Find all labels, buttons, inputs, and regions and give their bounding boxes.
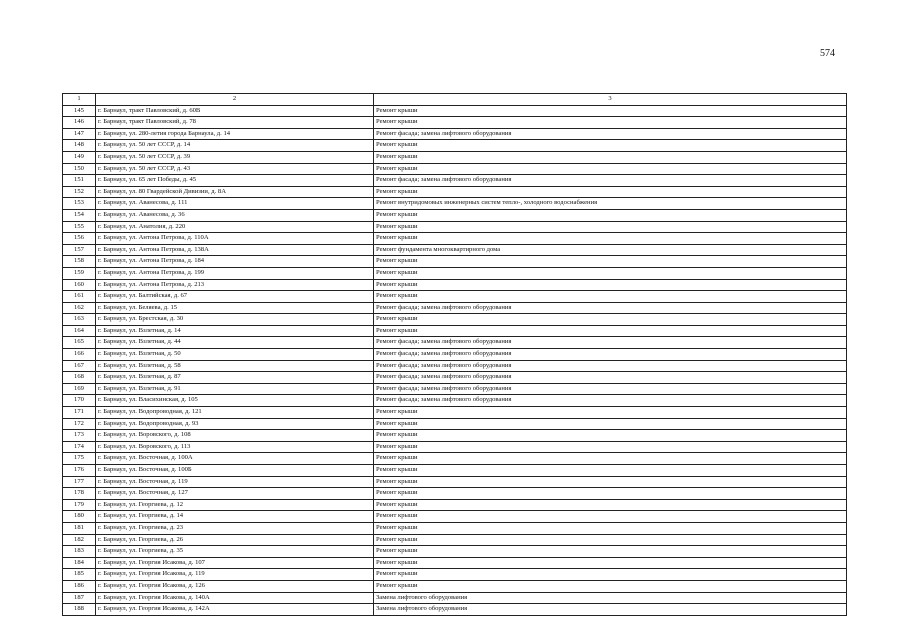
table-row xyxy=(63,325,847,337)
row-address: г. Барнаул, ул. Георгия Исакова, д. 140А xyxy=(96,592,374,604)
row-number: 145 xyxy=(63,105,96,117)
row-number: 183 xyxy=(63,546,96,558)
row-address: г. Барнаул, ул. Георгия Исакова, д. 126 xyxy=(96,580,374,592)
row-work-type: Ремонт крыши xyxy=(374,476,847,488)
row-number: 179 xyxy=(63,499,96,511)
row-number: 178 xyxy=(63,488,96,500)
row-work-type: Ремонт крыши xyxy=(374,580,847,592)
table-row xyxy=(63,209,847,221)
table-row xyxy=(63,140,847,152)
row-address: г. Барнаул, ул. Антона Петрова, д. 184 xyxy=(96,256,374,268)
row-number: 159 xyxy=(63,267,96,279)
table-row xyxy=(63,256,847,268)
row-work-type: Замена лифтового оборудования xyxy=(374,604,847,616)
row-address: г. Барнаул, ул. Взлетная, д. 58 xyxy=(96,360,374,372)
row-work-type: Ремонт крыши xyxy=(374,314,847,326)
row-work-type: Ремонт крыши xyxy=(374,163,847,175)
row-address: г. Барнаул, ул. Восточная, д. 119 xyxy=(96,476,374,488)
row-address: г. Барнаул, ул. Георгиева, д. 23 xyxy=(96,522,374,534)
row-address: г. Барнаул, ул. 65 лет Победы, д. 45 xyxy=(96,175,374,187)
table-row xyxy=(63,279,847,291)
table-row xyxy=(63,534,847,546)
row-work-type: Ремонт крыши xyxy=(374,105,847,117)
table-row xyxy=(63,244,847,256)
row-number: 165 xyxy=(63,337,96,349)
row-work-type: Ремонт фасада; замена лифтового оборудования xyxy=(374,360,847,372)
row-address: г. Барнаул, ул. Аванесова, д. 36 xyxy=(96,209,374,221)
row-number: 153 xyxy=(63,198,96,210)
row-address: г. Барнаул, ул. Взлетная, д. 87 xyxy=(96,372,374,384)
table-row xyxy=(63,151,847,163)
row-work-type: Ремонт крыши xyxy=(374,233,847,245)
row-number: 163 xyxy=(63,314,96,326)
table-row xyxy=(63,128,847,140)
table-row xyxy=(63,372,847,384)
row-number: 177 xyxy=(63,476,96,488)
row-work-type: Ремонт фасада; замена лифтового оборудования xyxy=(374,395,847,407)
row-work-type: Ремонт крыши xyxy=(374,522,847,534)
row-work-type: Ремонт крыши xyxy=(374,441,847,453)
table-row xyxy=(63,430,847,442)
row-work-type: Ремонт крыши xyxy=(374,291,847,303)
row-work-type: Ремонт крыши xyxy=(374,221,847,233)
row-address: г. Барнаул, тракт Павловский, д. 60В xyxy=(96,105,374,117)
row-work-type: Ремонт крыши xyxy=(374,534,847,546)
row-work-type: Ремонт внутридомовых инженерных систем тепло-, холодного водоснабжения xyxy=(374,198,847,210)
row-number: 156 xyxy=(63,233,96,245)
row-number: 167 xyxy=(63,360,96,372)
table-row xyxy=(63,441,847,453)
row-number: 172 xyxy=(63,418,96,430)
row-address: г. Барнаул, ул. Георгиева, д. 26 xyxy=(96,534,374,546)
row-address: г. Барнаул, ул. Брестская, д. 30 xyxy=(96,314,374,326)
row-address: г. Барнаул, ул. Взлетная, д. 44 xyxy=(96,337,374,349)
row-address: г. Барнаул, ул. Водопроводная, д. 121 xyxy=(96,407,374,419)
table-row xyxy=(63,476,847,488)
table-row xyxy=(63,557,847,569)
row-address: г. Барнаул, ул. Взлетная, д. 50 xyxy=(96,349,374,361)
row-work-type: Ремонт крыши xyxy=(374,117,847,129)
table-row xyxy=(63,314,847,326)
header-col-2: 2 xyxy=(96,94,374,106)
row-address: г. Барнаул, ул. Взлетная, д. 91 xyxy=(96,383,374,395)
row-address: г. Барнаул, ул. Восточная, д. 127 xyxy=(96,488,374,500)
row-number: 151 xyxy=(63,175,96,187)
row-work-type: Ремонт фасада; замена лифтового оборудования xyxy=(374,175,847,187)
row-number: 157 xyxy=(63,244,96,256)
table-row xyxy=(63,163,847,175)
row-number: 166 xyxy=(63,349,96,361)
header-col-1: 1 xyxy=(63,94,96,106)
row-address: г. Барнаул, ул. Власихинская, д. 105 xyxy=(96,395,374,407)
row-work-type: Ремонт крыши xyxy=(374,267,847,279)
table-row xyxy=(63,569,847,581)
row-number: 188 xyxy=(63,604,96,616)
row-work-type: Ремонт крыши xyxy=(374,546,847,558)
row-number: 185 xyxy=(63,569,96,581)
table-row xyxy=(63,499,847,511)
row-address: г. Барнаул, ул. Аванесова, д. 111 xyxy=(96,198,374,210)
table-row xyxy=(63,522,847,534)
row-address: г. Барнаул, ул. Георгия Исакова, д. 142А xyxy=(96,604,374,616)
row-address: г. Барнаул, ул. Анатолия, д. 220 xyxy=(96,221,374,233)
row-work-type: Ремонт крыши xyxy=(374,465,847,477)
header-row xyxy=(63,94,847,106)
row-address: г. Барнаул, ул. Взлетная, д. 14 xyxy=(96,325,374,337)
table-body xyxy=(63,94,847,616)
row-work-type: Ремонт крыши xyxy=(374,256,847,268)
row-number: 148 xyxy=(63,140,96,152)
row-number: 160 xyxy=(63,279,96,291)
table-row xyxy=(63,105,847,117)
row-number: 152 xyxy=(63,186,96,198)
row-work-type: Ремонт крыши xyxy=(374,557,847,569)
table-row xyxy=(63,465,847,477)
row-address: г. Барнаул, ул. 50 лет СССР, д. 39 xyxy=(96,151,374,163)
row-number: 164 xyxy=(63,325,96,337)
row-number: 181 xyxy=(63,522,96,534)
row-address: г. Барнаул, ул. Георгиева, д. 35 xyxy=(96,546,374,558)
row-number: 154 xyxy=(63,209,96,221)
table-row xyxy=(63,418,847,430)
row-number: 174 xyxy=(63,441,96,453)
row-work-type: Ремонт крыши xyxy=(374,511,847,523)
header-col-3: 3 xyxy=(374,94,847,106)
row-address: г. Барнаул, ул. Воровского, д. 113 xyxy=(96,441,374,453)
table-row xyxy=(63,117,847,129)
row-work-type: Ремонт крыши xyxy=(374,418,847,430)
row-address: г. Барнаул, ул. Антона Петрова, д. 213 xyxy=(96,279,374,291)
table-row xyxy=(63,233,847,245)
row-work-type: Ремонт фасада; замена лифтового оборудования xyxy=(374,383,847,395)
row-address: г. Барнаул, ул. Водопроводная, д. 93 xyxy=(96,418,374,430)
row-number: 169 xyxy=(63,383,96,395)
row-address: г. Барнаул, ул. Восточная, д. 100А xyxy=(96,453,374,465)
table-row xyxy=(63,198,847,210)
row-number: 146 xyxy=(63,117,96,129)
row-work-type: Ремонт фундамента многоквартирного дома xyxy=(374,244,847,256)
table-row xyxy=(63,349,847,361)
table-row xyxy=(63,546,847,558)
page-number: 574 xyxy=(820,48,835,59)
row-number: 155 xyxy=(63,221,96,233)
row-number: 158 xyxy=(63,256,96,268)
table-row xyxy=(63,186,847,198)
repair-table xyxy=(62,93,847,616)
row-address: г. Барнаул, ул. Балтийская, д. 67 xyxy=(96,291,374,303)
row-work-type: Ремонт крыши xyxy=(374,151,847,163)
row-number: 162 xyxy=(63,302,96,314)
row-address: г. Барнаул, ул. Георгиева, д. 12 xyxy=(96,499,374,511)
row-number: 176 xyxy=(63,465,96,477)
row-number: 186 xyxy=(63,580,96,592)
row-number: 149 xyxy=(63,151,96,163)
row-address: г. Барнаул, ул. 280-летия города Барнаула, д. 14 xyxy=(96,128,374,140)
row-number: 184 xyxy=(63,557,96,569)
row-work-type: Ремонт крыши xyxy=(374,488,847,500)
row-number: 147 xyxy=(63,128,96,140)
row-address: г. Барнаул, ул. 50 лет СССР, д. 14 xyxy=(96,140,374,152)
table-row xyxy=(63,488,847,500)
row-address: г. Барнаул, тракт Павловский, д. 78 xyxy=(96,117,374,129)
row-work-type: Ремонт крыши xyxy=(374,430,847,442)
table-row xyxy=(63,383,847,395)
row-work-type: Ремонт крыши xyxy=(374,499,847,511)
table-row xyxy=(63,453,847,465)
row-address: г. Барнаул, ул. Георгиева, д. 14 xyxy=(96,511,374,523)
row-number: 182 xyxy=(63,534,96,546)
row-work-type: Замена лифтового оборудования xyxy=(374,592,847,604)
row-work-type: Ремонт фасада; замена лифтового оборудования xyxy=(374,349,847,361)
table-row xyxy=(63,511,847,523)
row-address: г. Барнаул, ул. 50 лет СССР, д. 43 xyxy=(96,163,374,175)
table-row xyxy=(63,592,847,604)
row-address: г. Барнаул, ул. Георгия Исакова, д. 119 xyxy=(96,569,374,581)
row-work-type: Ремонт фасада; замена лифтового оборудования xyxy=(374,302,847,314)
table-row xyxy=(63,604,847,616)
table-row xyxy=(63,221,847,233)
row-work-type: Ремонт крыши xyxy=(374,325,847,337)
table-row xyxy=(63,580,847,592)
table-row xyxy=(63,291,847,303)
row-work-type: Ремонт крыши xyxy=(374,140,847,152)
row-work-type: Ремонт фасада; замена лифтового оборудования xyxy=(374,337,847,349)
row-address: г. Барнаул, ул. Георгия Исакова, д. 107 xyxy=(96,557,374,569)
row-work-type: Ремонт крыши xyxy=(374,279,847,291)
table-row xyxy=(63,175,847,187)
row-number: 161 xyxy=(63,291,96,303)
table-row xyxy=(63,395,847,407)
row-number: 187 xyxy=(63,592,96,604)
table-row xyxy=(63,267,847,279)
row-number: 150 xyxy=(63,163,96,175)
row-work-type: Ремонт крыши xyxy=(374,209,847,221)
row-number: 173 xyxy=(63,430,96,442)
row-address: г. Барнаул, ул. Воровского, д. 108 xyxy=(96,430,374,442)
row-work-type: Ремонт фасада; замена лифтового оборудования xyxy=(374,128,847,140)
row-address: г. Барнаул, ул. Антона Петрова, д. 199 xyxy=(96,267,374,279)
row-number: 168 xyxy=(63,372,96,384)
row-work-type: Ремонт крыши xyxy=(374,453,847,465)
row-number: 171 xyxy=(63,407,96,419)
row-address: г. Барнаул, ул. Беляева, д. 15 xyxy=(96,302,374,314)
table-row xyxy=(63,337,847,349)
row-work-type: Ремонт крыши xyxy=(374,407,847,419)
row-number: 170 xyxy=(63,395,96,407)
row-work-type: Ремонт крыши xyxy=(374,569,847,581)
row-address: г. Барнаул, ул. 80 Гвардейской Дивизии, д. 8А xyxy=(96,186,374,198)
row-work-type: Ремонт крыши xyxy=(374,186,847,198)
row-number: 175 xyxy=(63,453,96,465)
row-address: г. Барнаул, ул. Восточная, д. 100Б xyxy=(96,465,374,477)
table-row xyxy=(63,302,847,314)
row-address: г. Барнаул, ул. Антона Петрова, д. 138А xyxy=(96,244,374,256)
table-row xyxy=(63,407,847,419)
table-row xyxy=(63,360,847,372)
row-address: г. Барнаул, ул. Антона Петрова, д. 110А xyxy=(96,233,374,245)
row-work-type: Ремонт фасада; замена лифтового оборудования xyxy=(374,372,847,384)
row-number: 180 xyxy=(63,511,96,523)
